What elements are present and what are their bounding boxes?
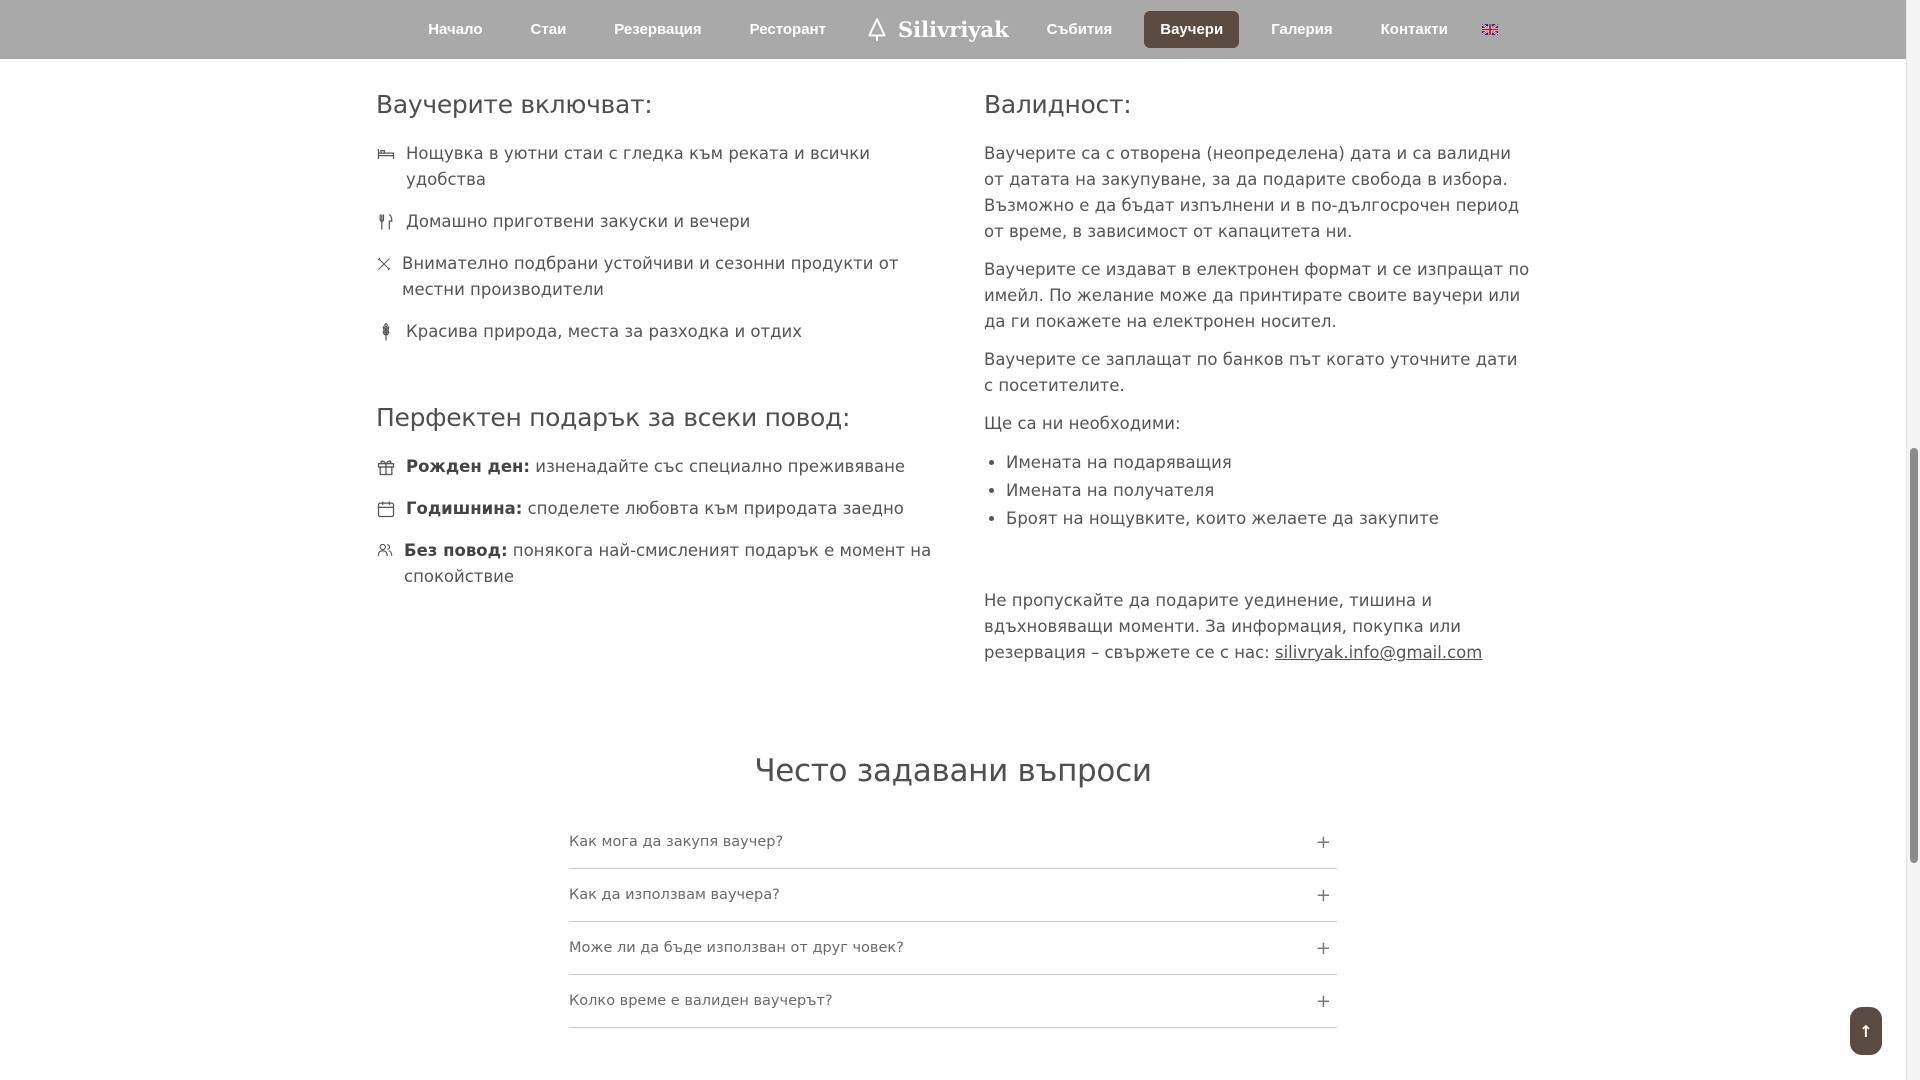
uk-flag-icon[interactable] <box>1482 24 1498 35</box>
list-item <box>376 538 936 590</box>
faq-title: Често задавани въпроси <box>754 753 1152 789</box>
include-text: Красива природа, места за разходка и отдих <box>406 322 803 341</box>
email-link[interactable]: silivryak.info@gmail.com <box>1275 643 1483 662</box>
gift-text <box>406 454 905 480</box>
faq-question: Може ли да бъде използван от друг човек? <box>569 940 904 956</box>
scrollbar-thumb[interactable] <box>1910 448 1918 863</box>
validity-paragraph-2: Ваучерите се издават в електронен формат и се изпращат по имейл. По желание може да принтирате своите ваучери или да ги покажете на електронен носител. <box>984 260 1530 331</box>
tree-logo-icon <box>864 17 890 43</box>
list-item <box>376 251 936 303</box>
utensils-cross-icon <box>376 256 392 272</box>
gift-text <box>404 538 936 590</box>
validity-paragraph-1: Ваучерите са с отворена (неопределена) дата и са валидни от датата на закупуване, за да подарите свобода в избора. Възможно е да бъдат изпълнени и в по-дългосрочен период от време, в зависимост от капацитета ни. <box>984 144 1520 241</box>
gift-icon <box>376 457 396 477</box>
gift-desc: споделете любовта към природата заедно <box>522 499 904 518</box>
closing-text: Не пропускайте да подарите уединение, тишина и вдъхновяващи моменти. За информация, покупка или резервация – свържете се с нас: <box>984 591 1461 662</box>
list-item <box>376 319 936 345</box>
validity-paragraph-3: Ваучерите се заплащат по банков път когато уточните дати с посетителите. <box>984 350 1518 395</box>
faq-question: Как да използвам ваучера? <box>569 887 780 903</box>
gift-text <box>406 496 904 522</box>
bed-icon <box>376 144 396 164</box>
includes-list <box>376 141 936 345</box>
nav-item-rooms[interactable]: Стаи <box>530 21 567 38</box>
list-item <box>376 454 936 480</box>
faq-item[interactable] <box>569 975 1337 1028</box>
site-logo[interactable] <box>864 17 1009 43</box>
nav-item-vouchers[interactable]: Ваучери <box>1144 11 1239 48</box>
validity-paragraph-4: Ще са ни необходими: <box>984 414 1181 433</box>
nav-item-reservation[interactable]: Резервация <box>614 21 702 38</box>
faq-list <box>569 816 1337 1028</box>
include-text: Нощувка в уютни стаи с гледка към реката и всички удобства <box>406 144 870 189</box>
closing-paragraph <box>984 588 1530 666</box>
list-item <box>376 209 936 235</box>
top-navigation <box>0 0 1906 59</box>
arrow-up-icon: ↑ <box>1859 1021 1873 1041</box>
gift-list <box>376 454 936 590</box>
list-item: • Имената на подаряващия <box>1006 449 1530 477</box>
gift-title: Перфектен подарък за всеки повод: <box>376 403 851 432</box>
left-column <box>376 90 936 606</box>
list-item: • Имената на получателя <box>1006 477 1530 505</box>
faq-item[interactable] <box>569 869 1337 922</box>
gift-label: Без повод: <box>404 541 508 560</box>
scrollbar[interactable] <box>1906 0 1920 1080</box>
plus-icon[interactable]: + <box>1315 990 1331 1012</box>
scroll-to-top-button[interactable] <box>1850 1007 1882 1055</box>
list-item <box>376 496 936 522</box>
faq-question: Как мога да закупя ваучер? <box>569 834 784 850</box>
list-item <box>376 141 936 193</box>
nav-item-home[interactable]: Начало <box>428 21 483 38</box>
faq-question: Колко време е валиден ваучерът? <box>569 993 833 1009</box>
faq-item[interactable] <box>569 922 1337 975</box>
requirements-list <box>984 449 1530 533</box>
nav-item-restaurant[interactable]: Ресторант <box>749 21 826 38</box>
users-icon <box>376 541 394 559</box>
right-column <box>984 90 1530 666</box>
nav-item-events[interactable]: Събития <box>1046 21 1113 38</box>
gift-label: Годишнина: <box>406 499 523 518</box>
nav-item-gallery[interactable]: Галерия <box>1271 21 1333 38</box>
list-item: • Броят на нощувките, които желаете да закупите <box>1006 505 1530 533</box>
plus-icon[interactable]: + <box>1315 937 1331 959</box>
plus-icon[interactable]: + <box>1315 831 1331 853</box>
includes-title: Ваучерите включват: <box>376 90 653 119</box>
include-text: Внимателно подбрани устойчиви и сезонни продукти от местни производители <box>402 254 899 299</box>
include-text: Домашно приготвени закуски и вечери <box>406 212 751 231</box>
gift-desc: изненадайте със специално преживяване <box>530 457 906 476</box>
wheat-icon <box>376 322 396 342</box>
calendar-icon <box>376 499 396 519</box>
nav-inner <box>404 11 1498 48</box>
logo-text: Silivriyak <box>897 17 1009 42</box>
validity-title: Валидност: <box>984 90 1132 119</box>
gift-desc: понякога най-смисленият подарък е момент на спокойствие <box>404 541 932 586</box>
fork-knife-icon <box>376 212 396 232</box>
plus-icon[interactable]: + <box>1315 884 1331 906</box>
nav-item-contacts[interactable]: Контакти <box>1380 21 1448 38</box>
gift-label: Рожден ден: <box>406 457 531 476</box>
faq-item[interactable] <box>569 816 1337 869</box>
